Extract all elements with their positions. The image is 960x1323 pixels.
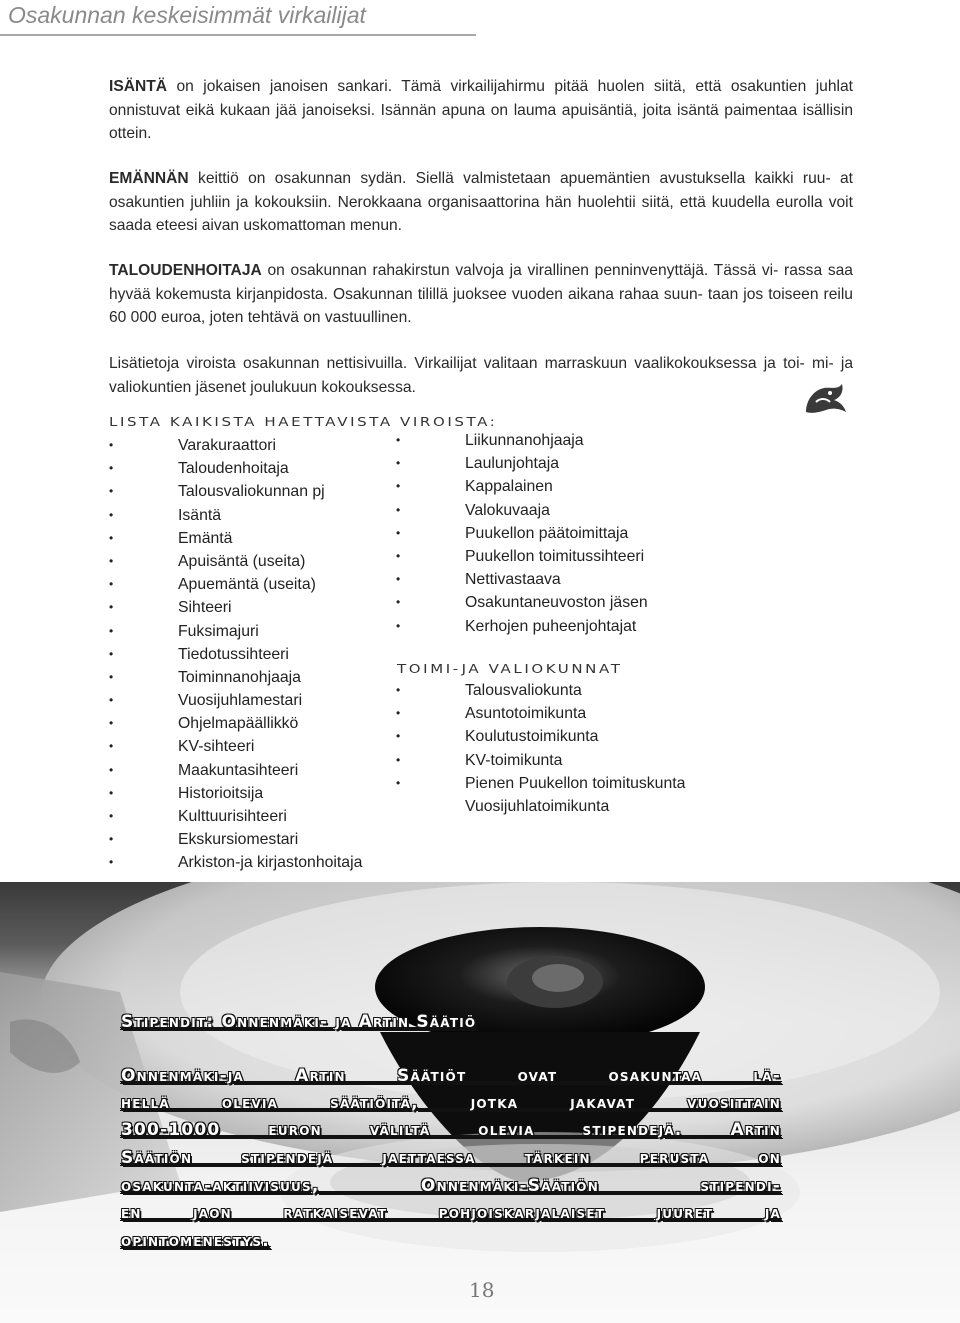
list-item-label: Historioitsija [178,784,264,802]
list-item-label: Asuntotoimikunta [465,705,587,723]
bullet-icon: • [109,762,114,777]
stipendit-line: 300-1000 euron väliltä olevia stipendejä. Artin [121,1120,781,1140]
list-item-label: Talousvaliokunnan pj [178,483,325,501]
bullet-icon: • [396,775,401,790]
list-item-label: Apuisäntä (useita) [178,552,306,570]
stipendit-title: Stipendit: Onnenmäki- ja Artin Säätiö [121,1012,477,1032]
list-item-label: Sihteeri [178,599,232,617]
bullet-icon: • [109,600,114,615]
bullet-icon: • [396,618,401,633]
lead-emanta: EMÄNNÄN [109,170,189,187]
list-item-label: Koulutustoimikunta [465,728,599,746]
list-item-label: Ohjelmapäällikkö [178,715,299,733]
stipendit-line: en jaon ratkaisevat pohjoiskarjalaiset juuret ja [121,1203,781,1223]
list-item-label: Osakuntaneuvoston jäsen [465,594,648,612]
list-item-label: Nettivastaava [465,571,561,589]
list-item-label: Pienen Puukellon toimituskunta [465,774,686,792]
list-item-label: Talousvaliokunta [465,682,582,699]
list-item-label: Puukellon toimitussihteeri [465,547,645,565]
list-item-label: KV-sihteeri [178,738,255,756]
line: Lisätietoja viroista osakunnan nettisivuilla. Virkailijat valitaan marraskuun vaalikokouksessa ja toi- [109,355,805,372]
bullet-icon: • [396,595,401,610]
paragraph-emanta [109,167,853,238]
list-item-label: Tiedotussihteeri [178,645,289,663]
bullet-icon: • [109,809,114,823]
list-item-label: Puukellon päätoimittaja [465,524,629,542]
list-item-label: Apuemäntä (useita) [178,576,316,594]
bullet-icon: • [396,729,401,744]
lead-taloudenhoitaja: TALOUDENHOITAJA [109,262,262,279]
bullet-icon: • [396,525,401,540]
line: on jokaisen janoisen sankari. Tämä virkailijahirmu pitää huolen siitä, että osakuntien [176,78,807,95]
bullet-icon: • [396,479,401,494]
paragraph-taloudenhoitaja [109,259,853,330]
stipendit-line: Onnenmäki-ja Artin Säätiöt ovat osakuntaa lä- [121,1066,781,1086]
paragraph-isanta [109,75,853,146]
bullet-icon: • [109,577,114,592]
list-item-label: Laulunjohtaja [465,455,559,473]
list-item-label: Kulttuurisihteeri [178,808,287,825]
osakunta-logo-icon [800,378,850,418]
bullet-icon: • [109,507,114,522]
page-number: 18 [469,1278,495,1302]
bullet-icon: • [109,785,114,800]
bullet-icon: • [396,572,401,587]
bullet-icon: • [109,716,114,731]
bullet-icon: • [109,623,114,638]
list-item-label: Ekskursiomestari [178,831,299,849]
stipendit-line: osakunta-aktiivisuus, Onnenmäki-Säätiön stipendi- [121,1176,781,1196]
bullet-icon: • [109,693,114,708]
line: keittiö on osakunnan sydän. Siellä valmistetaan apuemäntien avustuksella kaikki ruu- [198,170,831,187]
line: juhlat onnistuvat eikä kukaan jää janoiseksi. Isännän apuna on lauma apuisäntiä, joita isäntä [109,78,853,119]
bullet-icon: • [396,548,401,563]
list-item-label: Isäntä [178,506,222,524]
paragraph-lisatietoja [109,352,853,399]
list-item-label: Taloudenhoitaja [178,460,289,478]
list-item-label: Varakuraattori [178,437,277,454]
line: taan jos toiseen reilu 60 000 euroa, joten tehtävä on vastuullinen. [109,285,853,326]
bullet-icon: • [109,646,114,661]
header-rule [0,34,476,36]
bullet-icon: • [396,752,401,767]
bullet-icon: • [109,530,114,545]
lead-isanta: ISÄNTÄ [109,78,168,95]
bullet-icon: • [109,553,114,568]
line: mi- ja valiokuntien jäsenet joulukuun kokouksessa. [109,355,853,396]
list-item-label: Kappalainen [465,478,553,496]
stipendit-line: hellä olevia säätiöitä, jotka jakavat vuosittain [121,1093,781,1113]
list-item-label: Fuksimajuri [178,622,259,640]
bullet-icon: • [396,683,401,697]
list-item-label: Toiminnanohjaaja [178,668,301,686]
list-item-label: KV-toimikunta [465,751,563,769]
bullet-icon: • [396,706,401,721]
list-item-label: Kerhojen puheenjohtajat [465,617,637,635]
list-item-extra: Vuosijuhlatoimikunta [465,798,610,815]
bullet-icon: • [109,461,114,476]
bullet-icon: • [396,502,401,517]
line: rassa saa hyvää kokemusta kirjanpidosta. Osakunnan tilillä juoksee vuoden aikana rahaa suun- [109,262,853,303]
bullet-icon: • [396,433,401,447]
line: paimentaa isällisin ottein. [109,101,853,142]
bullet-icon: • [109,484,114,499]
line: eurolla voit saada eteesi aivan uskomattoman menun. [109,193,853,234]
bullet-icon: • [109,832,114,847]
section-heading-toimikunnat: TOIMI-JA VALIOKUNNAT [397,661,623,677]
list-item-label: Vuosijuhlamestari [178,692,303,710]
list-item-label: Emäntä [178,529,233,547]
stipendit-line: Säätiön stipendejä jaettaessa tärkein perusta on [121,1148,781,1168]
stipendit-line: opintomenestys. [121,1231,270,1251]
page-header-title: Osakunnan keskeisimmät virkailijat [8,2,366,28]
bullet-icon: • [109,739,114,754]
bullet-icon: • [109,669,114,684]
bullet-icon: • [396,456,401,471]
section-heading-haettavat: LISTA KAIKISTA HAETTAVISTA VIROISTA: [109,414,498,430]
list-item-label: Arkiston-ja kirjastonhoitaja [178,854,363,872]
line: on osakunnan rahakirstun valvoja ja virallinen penninvenyttäjä. Tässä vi- [267,262,779,279]
list-item-label: Valokuvaaja [465,501,550,519]
bullet-icon: • [109,855,114,870]
list-item-label: Maakuntasihteeri [178,761,299,779]
bullet-icon: • [109,438,114,452]
line: at osakuntien juhliin ja kokouksiin. Nerokkaana organisaattorina hän huolehtii siitä, että kuudella [109,170,853,211]
list-item-label: Liikunnanohjaaja [465,432,584,449]
